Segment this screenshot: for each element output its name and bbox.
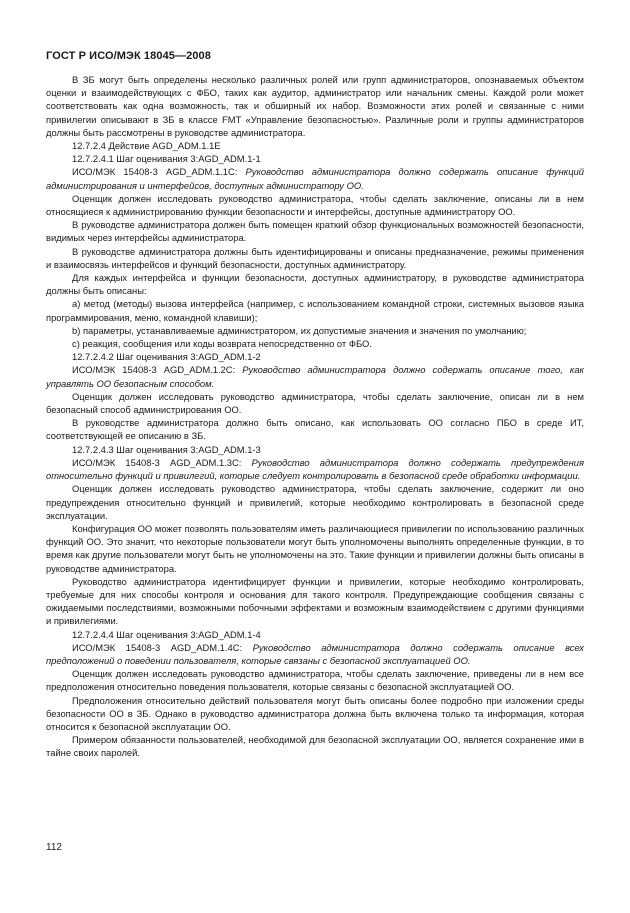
paragraph-text: Оценщик должен исследовать руководство администратора, чтобы сделать заключение, описан ли в нем безопасный способ администрирования ОО. xyxy=(46,390,584,416)
paragraph xyxy=(46,363,584,389)
paragraph-italic-text: Руководство администратора должно содержать описание всех предположений о поведении пользователя, которые связаны с безопасной эксплуатацией ОО. xyxy=(46,641,584,666)
page-number: 112 xyxy=(46,842,62,853)
paragraph xyxy=(46,522,584,575)
paragraph xyxy=(46,271,584,297)
document-body xyxy=(46,73,584,760)
paragraph xyxy=(46,443,584,456)
paragraph-text: Оценщик должен исследовать руководство администратора, чтобы сделать заключение, описаны ли в нем относящиеся к администрированию функции безопасности и интерфейсы, доступные администратору ОО. xyxy=(46,192,584,218)
paragraph xyxy=(46,390,584,416)
paragraph xyxy=(46,416,584,442)
paragraph-text: Руководство администратора идентифицирует функции и привилегии, которые необходимо контролировать, требуемые для них способы контроля и основания для такого контроля. Предупреждающие сообщения связаны с ожидаемыми последствиями, возможными побочными эффектами и возможным взаимодействием с другими функциями и привилегиями. xyxy=(46,575,584,627)
paragraph xyxy=(46,694,584,734)
paragraph xyxy=(46,575,584,628)
paragraph-text: ИСО/МЭК 15408-3 AGD_ADM.1.1C: xyxy=(72,166,246,178)
paragraph xyxy=(46,297,584,323)
paragraph-text: Предположения относительно действий пользователя могут быть описаны более подробно при изложении среды безопасности ОО в ЗБ. Однако в руководство администратора должна быть включена только та информация, которая относится к безопасной эксплуатации ОО. xyxy=(46,694,584,732)
paragraph-text: 12.7.2.4.2 Шаг оценивания 3:AGD_ADM.1-2 xyxy=(72,351,261,363)
paragraph-text: b) параметры, устанавливаемые администратором, их допустимые значения и значения по умолчанию; xyxy=(72,324,527,336)
paragraph-text: В руководстве администратора должно быть описано, как использовать ОО согласно ПБО в среде ИТ, соответствующей ее описанию в ЗБ. xyxy=(46,417,584,442)
paragraph-italic-text: Руководство администратора должно содержать предупреждения относительно функций и привилегий, которые следует контролировать в безопасной среде обработки информации. xyxy=(46,456,584,482)
paragraph xyxy=(46,350,584,363)
paragraph-text: В руководстве администратора должны быть идентифицированы и описаны предназначение, режимы применения и взаимосвязь интерфейсов и функций безопасности, доступных администратору. xyxy=(46,245,584,270)
paragraph xyxy=(46,139,584,152)
paragraph-text: 12.7.2.4 Действие AGD_ADM.1.1E xyxy=(72,140,221,152)
paragraph-text: Оценщик должен исследовать руководство администратора, чтобы сделать заключение, содержит ли оно предупреждения относительно функций и привилегий, которые необходимо контролировать в безопасной среде эксплуатации. xyxy=(46,483,584,521)
paragraph-text: ИСО/МЭК 15408-3 AGD_ADM.1.3C: xyxy=(72,456,252,468)
paragraph-text: Конфигурация ОО может позволять пользователям иметь различающиеся привилегии по использованию различных функций ОО. Это значит, что некоторые пользователи могут быть уполномочены выполнять определенные функции, в то время как другие пользователи могут быть не уполномочены на это. Такие функции и привилегии должны быть описаны в руководстве администратора. xyxy=(46,522,584,574)
paragraph xyxy=(46,482,584,522)
paragraph-text: 12.7.2.4.3 Шаг оценивания 3:AGD_ADM.1-3 xyxy=(72,443,261,455)
paragraph-text: Для каждых интерфейса и функции безопасности, доступных администратору, в руководстве администратора должны быть описаны: xyxy=(46,272,584,297)
paragraph-text: c) реакция, сообщения или коды возврата непосредственно от ФБО. xyxy=(72,338,372,350)
paragraph xyxy=(46,456,584,482)
paragraph xyxy=(46,192,584,218)
paragraph xyxy=(46,641,584,667)
paragraph xyxy=(46,165,584,191)
paragraph xyxy=(46,218,584,244)
paragraph-text: В руководстве администратора должен быть помещен краткий обзор функциональных возможностей безопасности, видимых через интерфейсы администратора. xyxy=(46,219,584,244)
paragraph-text: Оценщик должен исследовать руководство администратора, чтобы сделать заключение, приведены ли в нем все предположения относительно поведения пользователя, которые связаны с безопасной эксплуатацией ОО. xyxy=(46,668,584,693)
paragraph-italic-text: Руководство администратора должно содержать описание того, как управлять ОО безопасным способом. xyxy=(46,364,584,389)
paragraph-text: ИСО/МЭК 15408-3 AGD_ADM.1.2C: xyxy=(72,364,243,376)
paragraph xyxy=(46,152,584,165)
paragraph-text: a) метод (методы) вызова интерфейса (например, с использованием командной строки, системных вызовов языка программирования, меню, командной клавиши); xyxy=(46,298,584,323)
document-header: ГОСТ Р ИСО/МЭК 18045—2008 xyxy=(46,50,211,62)
paragraph-text: 12.7.2.4.4 Шаг оценивания 3:AGD_ADM.1-4 xyxy=(72,628,261,640)
paragraph xyxy=(46,245,584,271)
paragraph-italic-text: Руководство администратора должно содержать описание функций администрирования и интерфейсов, доступных администратору ОО. xyxy=(46,166,584,191)
paragraph-text: Примером обязанности пользователей, необходимой для безопасной эксплуатации ОО, является сохранение ими в тайне своих паролей. xyxy=(46,734,584,759)
paragraph xyxy=(46,667,584,693)
paragraph-text: 12.7.2.4.1 Шаг оценивания 3:AGD_ADM.1-1 xyxy=(72,153,261,165)
paragraph-text: В ЗБ могут быть определены несколько различных ролей или групп администраторов, опознаваемых объектом оценки и взаимодействующих с ФБО, таких как аудитор, администратор или начальник смены. Каждой роли может соответствовать как одна возможность, так и обширный их набор. Возможности этих ролей и связанные с ними привилегии описывают в ЗБ в классе FMT «Управление безопасностью». Различные роли и группы администраторов должны быть рассмотрены в руководстве администратора. xyxy=(46,74,584,138)
paragraph xyxy=(46,733,584,759)
paragraph-text: ИСО/МЭК 15408-3 AGD_ADM.1.4C: xyxy=(72,641,253,653)
paragraph xyxy=(46,337,584,350)
paragraph xyxy=(46,324,584,337)
paragraph xyxy=(46,73,584,139)
paragraph xyxy=(46,628,584,641)
